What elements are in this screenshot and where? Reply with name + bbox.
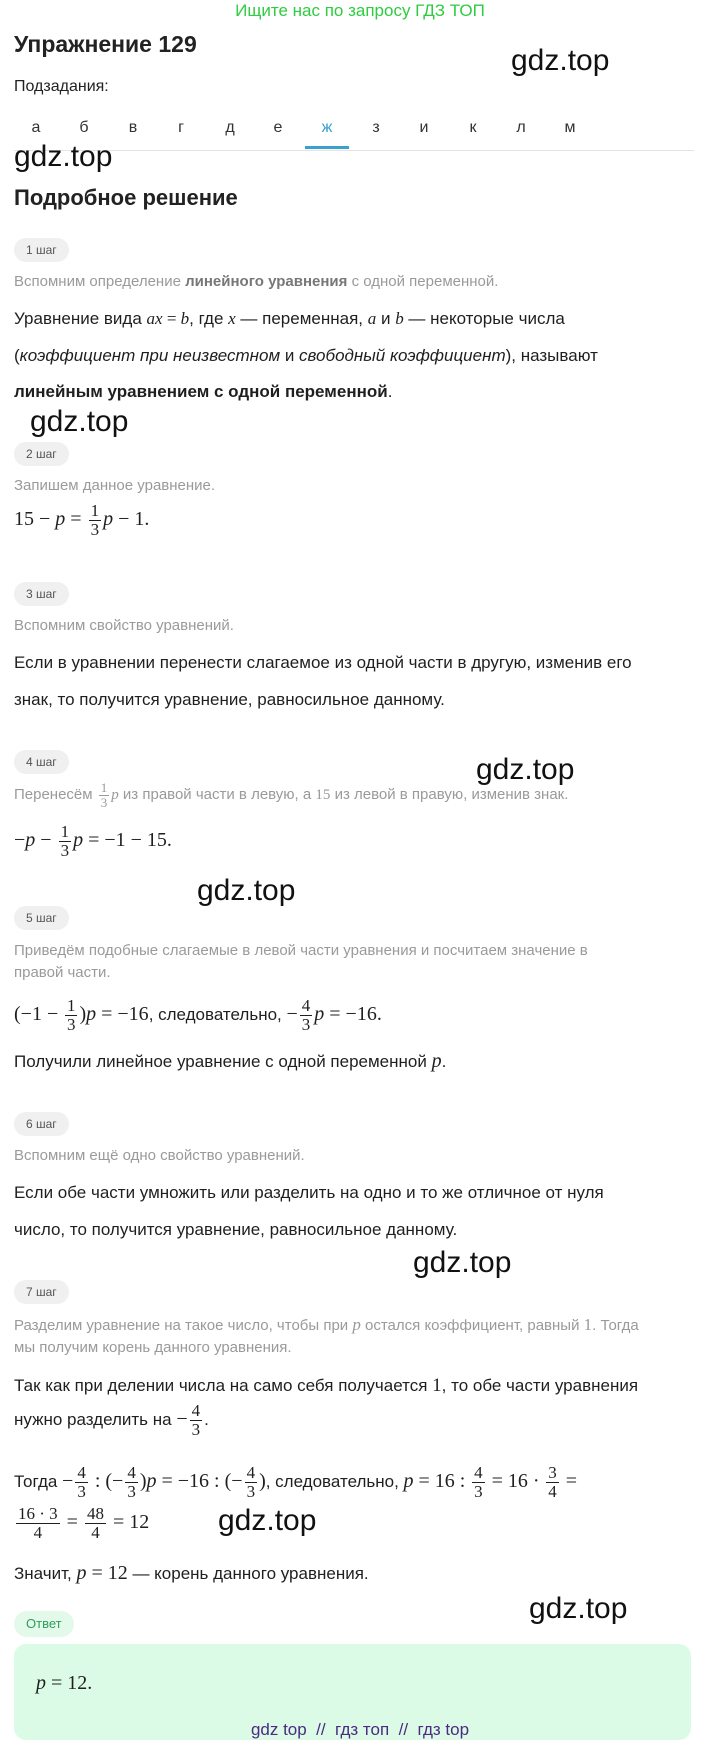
- subtasks-label: Подзадания:: [14, 78, 109, 95]
- step-text: знак, то получится уравнение, равносильное данному.: [14, 690, 445, 709]
- tab-m[interactable]: м: [564, 119, 576, 136]
- step-badge: 2 шаг: [14, 442, 69, 466]
- answer-badge: Ответ: [14, 1611, 74, 1637]
- step-hint: правой части.: [14, 964, 111, 981]
- step-text: Если обе части умножить или разделить на одно и то же отличное от нуля: [14, 1183, 604, 1202]
- equation: $\frac{16 \cdot 3}{4}$ = $\frac{48}{4}$ = 12: [18, 1504, 150, 1542]
- step-badge: 4 шаг: [14, 750, 69, 774]
- step-hint: Вспомним ещё одно свойство уравнений.: [14, 1147, 305, 1164]
- step-text: Уравнение вида ax = b, где x — переменная, a и b — некоторые числа: [14, 309, 565, 328]
- step-hint: Вспомним свойство уравнений.: [14, 617, 234, 634]
- step-hint: Запишем данное уравнение.: [14, 477, 216, 494]
- step-hint: Вспомним определение линейного уравнения с одной переменной.: [14, 273, 499, 290]
- answer-value: p = 12.: [36, 1672, 93, 1694]
- tab-v[interactable]: в: [128, 119, 138, 136]
- watermark: gdz.top: [14, 140, 113, 173]
- step-text: (коэффициент при неизвестном и свободный коэффициент), называют: [14, 346, 598, 365]
- watermark: gdz.top: [413, 1246, 512, 1279]
- step-badge: 6 шаг: [14, 1112, 69, 1136]
- equation: 15 − p = $\frac{1}{3}$ p − 1.: [14, 501, 150, 539]
- watermark: gdz.top: [218, 1504, 317, 1537]
- step-text: Так как при делении числа на само себя получается 1, то обе части уравнения: [14, 1375, 639, 1396]
- step-text: Значит, p = 12 — корень данного уравнения.: [14, 1562, 369, 1584]
- step-badge: 3 шаг: [14, 582, 69, 606]
- tab-zh[interactable]: ж: [321, 119, 333, 136]
- subtask-tabs: [14, 115, 694, 151]
- tab-d[interactable]: д: [225, 119, 235, 136]
- footer-links: gdz top // гдз топ // гдз top: [250, 1720, 470, 1739]
- step-text: Получили линейное уравнение с одной переменной p.: [14, 1050, 447, 1072]
- step-hint: Перенесём $\frac{1}{3}$ p из правой части в левую, а 15 из левой в правую, изменив знак.: [14, 780, 569, 810]
- tab-a[interactable]: а: [31, 119, 41, 136]
- watermark: gdz.top: [511, 44, 610, 77]
- step-hint: Разделим уравнение на такое число, чтобы при p остался коэффициент, равный 1. Тогда: [14, 1315, 639, 1334]
- step-text: Если в уравнении перенести слагаемое из одной части в другую, изменив его: [14, 653, 632, 672]
- tab-b[interactable]: б: [79, 119, 89, 136]
- tab-z[interactable]: з: [372, 119, 380, 136]
- step-text: число, то получится уравнение, равносильное данному.: [14, 1220, 458, 1239]
- watermark: gdz.top: [476, 753, 575, 786]
- step-hint: Приведём подобные слагаемые в левой части уравнения и посчитаем значение в: [14, 942, 588, 959]
- equation: Тогда − $\frac{4}{3}$ : (− $\frac{4}{3}$ )p = −16 : (− $\frac{4}{3}$ ), следовательно, p = 16 : $\frac{4}{3}$ = 16 · $\frac{3}{4}$ =: [14, 1463, 578, 1501]
- page-title: Упражнение 129: [14, 31, 197, 57]
- watermark: gdz.top: [529, 1592, 628, 1625]
- tab-g[interactable]: г: [178, 119, 184, 136]
- step-badge: 7 шаг: [14, 1280, 69, 1304]
- solution-heading: Подробное решение: [14, 185, 238, 210]
- equation: −p − $\frac{1}{3}$ p = −1 − 15.: [14, 822, 172, 860]
- top-banner: Ищите нас по запросу ГДЗ ТОП: [235, 1, 485, 20]
- step-badge: 5 шаг: [14, 906, 69, 930]
- active-tab-indicator: [305, 146, 349, 149]
- tab-l[interactable]: л: [516, 119, 526, 136]
- step-badge: 1 шаг: [14, 238, 69, 262]
- tab-e[interactable]: е: [273, 119, 283, 136]
- step-hint: мы получим корень данного уравнения.: [14, 1339, 292, 1356]
- step-text: нужно разделить на − $\frac{4}{3}$ .: [14, 1401, 209, 1439]
- tab-k[interactable]: к: [469, 119, 477, 136]
- tab-i[interactable]: и: [419, 119, 429, 136]
- step-text: линейным уравнением с одной переменной.: [14, 382, 393, 401]
- watermark: gdz.top: [30, 405, 129, 438]
- equation: (−1 − $\frac{1}{3}$ )p = −16, следовательно, − $\frac{4}{3}$ p = −16.: [14, 996, 382, 1034]
- watermark: gdz.top: [197, 874, 296, 907]
